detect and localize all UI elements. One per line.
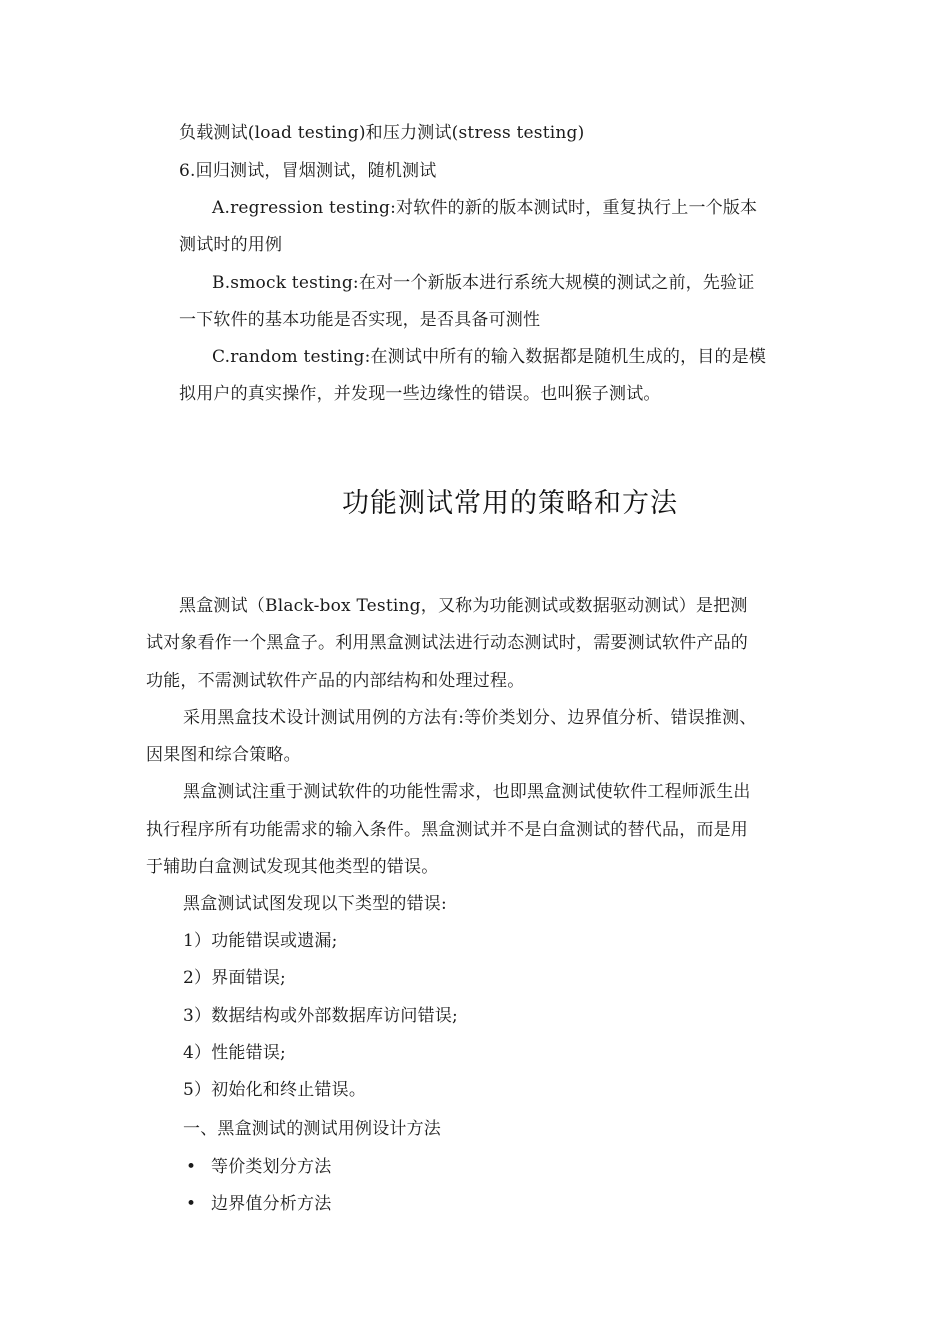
list-item: 1）功能错误或遗漏;: [183, 931, 338, 951]
bullet-item: 边界值分析方法: [211, 1194, 332, 1214]
text-line-regression-heading: 6.回归测试，冒烟测试，随机测试: [179, 161, 437, 181]
text-line-smoke-b1: B.smock testing:在对一个新版本进行系统大规模的测试之前，先验证: [212, 273, 755, 293]
text-line-smoke-b2: 一下软件的基本功能是否实现，是否具备可测性: [179, 310, 541, 330]
text-line-regression-a2: 测试时的用例: [179, 235, 283, 255]
paragraph-1-line-2: 试对象看作一个黑盒子。利用黑盒测试法进行动态测试时，需要测试软件产品的: [146, 633, 748, 653]
list-item: 3）数据结构或外部数据库访问错误;: [183, 1006, 458, 1026]
bullet-icon: •: [186, 1194, 197, 1214]
paragraph-3-line-1: 黑盒测试注重于测试软件的功能性需求，也即黑盒测试使软件工程师派生出: [183, 782, 751, 802]
paragraph-1-line-3: 功能，不需测试软件产品的内部结构和处理过程。: [146, 671, 525, 691]
paragraph-2-line-1: 采用黑盒技术设计测试用例的方法有:等价类划分、边界值分析、错误推测、: [183, 708, 757, 728]
text-line-random-c2: 拟用户的真实操作，并发现一些边缘性的错误。也叫猴子测试。: [179, 384, 661, 404]
paragraph-3-line-3: 于辅助白盒测试发现其他类型的错误。: [146, 857, 439, 877]
paragraph-4: 黑盒测试试图发现以下类型的错误:: [183, 894, 447, 914]
list-item: 5）初始化和终止错误。: [183, 1080, 367, 1100]
subheading: 一、黑盒测试的测试用例设计方法: [183, 1119, 441, 1139]
paragraph-3-line-2: 执行程序所有功能需求的输入条件。黑盒测试并不是白盒测试的替代品，而是用: [146, 820, 748, 840]
list-item: 2）界面错误;: [183, 968, 286, 988]
text-line-regression-a1: A.regression testing:对软件的新的版本测试时，重复执行上一个版本: [212, 198, 758, 218]
paragraph-1-line-1: 黑盒测试（Black-box Testing，又称为功能测试或数据驱动测试）是把测: [179, 596, 748, 616]
text-line-load-testing: 负载测试(load testing)和压力测试(stress testing): [179, 123, 585, 143]
bullet-item: 等价类划分方法: [211, 1157, 332, 1177]
text-line-random-c1: C.random testing:在测试中所有的输入数据都是随机生成的，目的是模: [212, 347, 767, 367]
section-title: 功能测试常用的策略和方法: [342, 488, 678, 519]
list-item: 4）性能错误;: [183, 1043, 286, 1063]
paragraph-2-line-2: 因果图和综合策略。: [146, 745, 301, 765]
bullet-icon: •: [186, 1157, 197, 1177]
